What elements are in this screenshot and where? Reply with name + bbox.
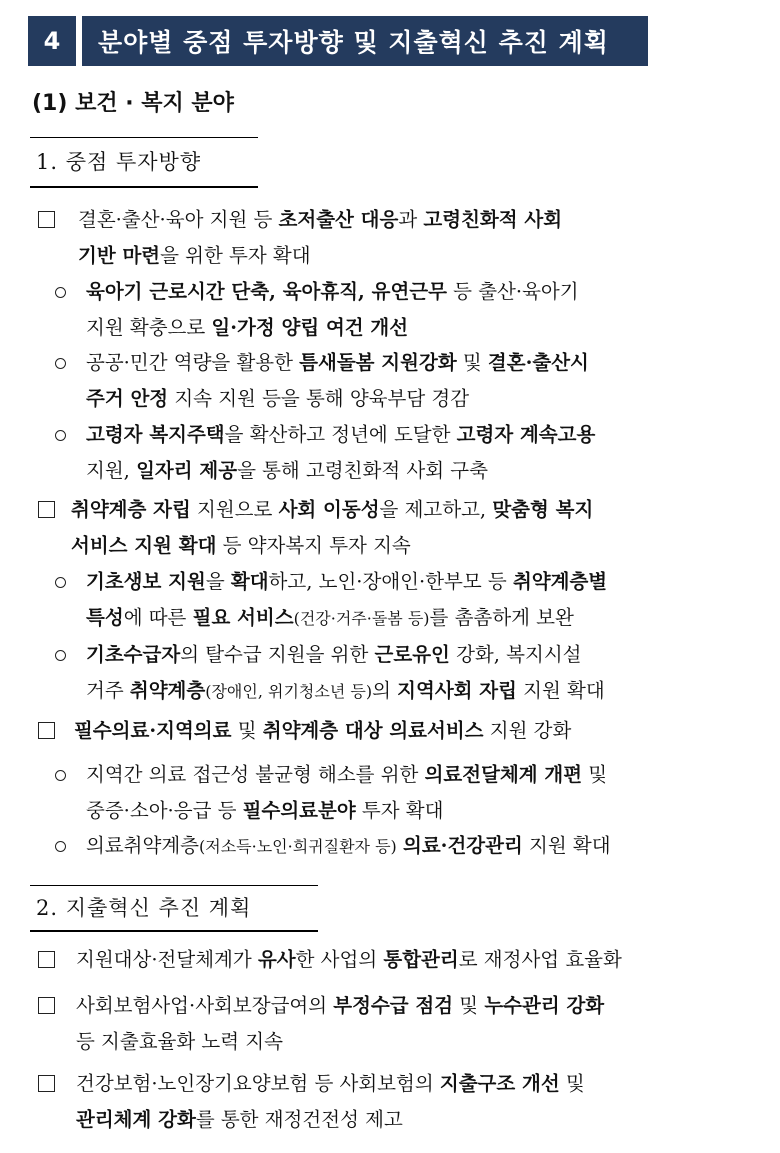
circle-bullet-icon	[55, 841, 66, 852]
bold-text: 누수관리 강화	[484, 994, 605, 1017]
text-line	[76, 942, 758, 978]
text-run: 지속 지원 등을 통해 양육부담 경감	[168, 387, 470, 410]
text-line	[76, 988, 758, 1024]
chapter-number: 4	[28, 16, 76, 66]
text-line	[78, 238, 758, 274]
text-line	[78, 202, 758, 238]
circle-bullet-icon	[55, 358, 66, 369]
text-run: 을 위한 투자 확대	[160, 244, 311, 267]
square-bullet-icon	[38, 722, 55, 739]
text-run: 에 따른	[123, 606, 193, 629]
text-run: 투자 확대	[355, 799, 444, 822]
square-bullet-icon	[38, 997, 55, 1014]
text-run: 및	[456, 351, 488, 374]
text-run: 의	[372, 679, 398, 702]
text-run: 로 재정사업 효율화	[458, 948, 622, 971]
s1-item-6	[55, 637, 755, 710]
bold-text: 고령자 계속고용	[456, 423, 596, 446]
s1-item-4	[38, 492, 758, 564]
chapter-header	[28, 16, 648, 66]
bold-text: 취약계층 대상 의료서비스	[262, 719, 484, 742]
bold-text: 확대	[230, 570, 269, 593]
square-bullet-icon	[38, 951, 55, 968]
text-line	[76, 1066, 758, 1102]
bold-text: 지역사회 자립	[397, 679, 517, 702]
text-line	[86, 274, 755, 310]
text-line	[71, 492, 758, 528]
square-bullet-icon	[38, 501, 55, 518]
bold-text: 지출구조 개선	[439, 1072, 560, 1095]
bold-text: 근로유인	[374, 643, 450, 666]
bold-text: 부정수급 점검	[333, 994, 454, 1017]
bold-text: 필수의료분야	[242, 799, 356, 822]
text-run: 를 통한 재정건전성 제고	[195, 1108, 403, 1131]
text-line	[86, 564, 755, 600]
text-run: 등 약자복지 투자 지속	[216, 534, 411, 557]
s1-item-4-text	[71, 492, 758, 564]
text-run: 과	[398, 208, 424, 231]
circle-bullet-icon	[55, 770, 66, 781]
text-line	[76, 1102, 758, 1138]
bold-text: 필수의료·지역의료	[74, 719, 232, 742]
text-run: 강화, 복지시설	[449, 643, 582, 666]
text-run: 지원 확대	[516, 679, 605, 702]
text-run: 를 촘촘하게 보완	[429, 606, 574, 629]
bold-text: 사회 이동성	[278, 498, 380, 521]
bold-text: 주거 안정	[86, 387, 169, 410]
square-bullet-icon	[38, 1075, 55, 1092]
text-line	[86, 310, 755, 346]
text-line	[86, 600, 755, 637]
s2-item-2-text	[76, 1066, 758, 1138]
bold-text: 고령친화적 사회	[423, 208, 563, 231]
s1-item-5-text	[86, 564, 755, 637]
text-run: 중증·소아·응급 등	[86, 799, 243, 822]
square-bullet-icon	[38, 211, 55, 228]
text-run: 및	[453, 994, 485, 1017]
section-2-label: 2. 지출혁신 추진 계획	[36, 896, 252, 920]
text-line	[86, 757, 755, 793]
text-run: 을 통해 고령친화적 사회 구축	[237, 459, 488, 482]
s2-item-2	[38, 1066, 758, 1138]
bold-text: 육아기 근로시간 단축, 육아휴직, 유연근무	[86, 280, 447, 303]
chapter-title: 분야별 중점 투자방향 및 지출혁신 추진 계획	[82, 16, 648, 66]
s1-item-1-text	[86, 274, 755, 346]
bold-text: 초저출산 대응	[278, 208, 399, 231]
s2-item-1-text	[76, 988, 758, 1060]
s1-item-9	[55, 828, 755, 865]
text-run: 을 제고하고,	[379, 498, 493, 521]
s1-item-2	[55, 345, 755, 417]
bold-text: 의료전달체계 개편	[424, 763, 583, 786]
bold-text: 통합관리	[383, 948, 459, 971]
text-run: (저소득·노인·희귀질환자 등)	[199, 837, 397, 856]
bold-text: 특성	[86, 606, 124, 629]
text-run: 의료취약계층	[86, 834, 200, 857]
s1-item-9-text	[86, 828, 755, 865]
text-line	[86, 453, 755, 489]
s2-item-0	[38, 942, 758, 978]
text-run: 의 탈수급 지원을 위한	[180, 643, 375, 666]
bold-text: 기초생보 지원	[86, 570, 206, 593]
circle-bullet-icon	[55, 577, 66, 588]
text-line	[86, 637, 755, 673]
text-line	[86, 793, 755, 829]
text-run: 사회보험사업·사회보장급여의	[76, 994, 334, 1017]
bold-text: 관리체계 강화	[76, 1108, 196, 1131]
s1-item-6-text	[86, 637, 755, 710]
text-line	[86, 345, 755, 381]
bold-text: 고령자 복지주택	[86, 423, 225, 446]
s1-item-0-text	[78, 202, 758, 274]
s1-item-3	[55, 417, 755, 489]
s1-item-3-text	[86, 417, 755, 489]
text-run: 한 사업의	[295, 948, 384, 971]
s1-item-1	[55, 274, 755, 346]
s1-item-8-text	[86, 757, 755, 829]
text-run: 지역간 의료 접근성 불균형 해소를 위한	[86, 763, 425, 786]
text-run: 공공·민간 역량을 활용한	[86, 351, 300, 374]
text-run: 지원,	[86, 459, 137, 482]
bold-text: 일·가정 양립 여건 개선	[211, 316, 409, 339]
bold-text: 기초수급자	[86, 643, 181, 666]
text-run: 등 출산·육아기	[446, 280, 579, 303]
circle-bullet-icon	[55, 430, 66, 441]
text-run: (장애인, 위기청소년 등)	[205, 682, 373, 701]
text-line	[86, 381, 755, 417]
text-line	[86, 417, 755, 453]
s2-item-1	[38, 988, 758, 1060]
text-run: 지원 강화	[483, 719, 572, 742]
s1-item-8	[55, 757, 755, 829]
text-line	[86, 828, 755, 865]
bold-text: 필요 서비스	[192, 606, 294, 629]
section-1-heading	[30, 137, 258, 188]
bold-text: 서비스 지원 확대	[71, 534, 217, 557]
text-run: 을	[205, 570, 231, 593]
text-run: 결혼·출산·육아 지원 등	[78, 208, 279, 231]
bold-text: 맞춤형 복지	[492, 498, 594, 521]
s1-item-5	[55, 564, 755, 637]
bold-text: 취약계층별	[512, 570, 608, 593]
text-run: 거주	[86, 679, 130, 702]
text-line	[74, 713, 758, 749]
text-run: 을 확산하고 정년에 도달한	[224, 423, 457, 446]
bold-text: 의료·건강관리	[403, 834, 523, 857]
bold-text: 취약계층	[129, 679, 206, 702]
s1-item-0	[38, 202, 758, 274]
bold-text: 유사	[257, 948, 296, 971]
section-1-label: 1. 중점 투자방향	[36, 150, 202, 174]
text-run: 지원 확대	[522, 834, 611, 857]
circle-bullet-icon	[55, 287, 66, 298]
bold-text: 일자리 제공	[136, 459, 238, 482]
text-run: 및	[582, 763, 608, 786]
bold-text: 틈새돌봄 지원강화	[299, 351, 457, 374]
text-run: (건강·거주·돌봄 등)	[293, 609, 430, 628]
subsection-title: (1) 보건 · 복지 분야	[32, 91, 234, 116]
text-line	[76, 1024, 758, 1060]
text-run: 및	[559, 1072, 585, 1095]
s1-item-7	[38, 713, 758, 749]
bold-text: 기반 마련	[78, 244, 161, 267]
bold-text: 취약계층 자립	[71, 498, 191, 521]
text-run: 하고, 노인·장애인·한부모 등	[268, 570, 513, 593]
text-run: 지원대상·전달체계가	[76, 948, 258, 971]
bold-text: 결혼·출산시	[487, 351, 589, 374]
text-run: 지원 확충으로	[86, 316, 212, 339]
text-line	[86, 673, 755, 710]
circle-bullet-icon	[55, 650, 66, 661]
section-2-heading	[30, 885, 318, 932]
s1-item-7-text	[74, 713, 758, 749]
text-run: 지원으로	[190, 498, 279, 521]
text-run: 및	[231, 719, 263, 742]
text-line	[71, 528, 758, 564]
text-run: 등 지출효율화 노력 지속	[76, 1030, 283, 1053]
text-run: 건강보험·노인장기요양보험 등 사회보험의	[76, 1072, 440, 1095]
s2-item-0-text	[76, 942, 758, 978]
s1-item-2-text	[86, 345, 755, 417]
